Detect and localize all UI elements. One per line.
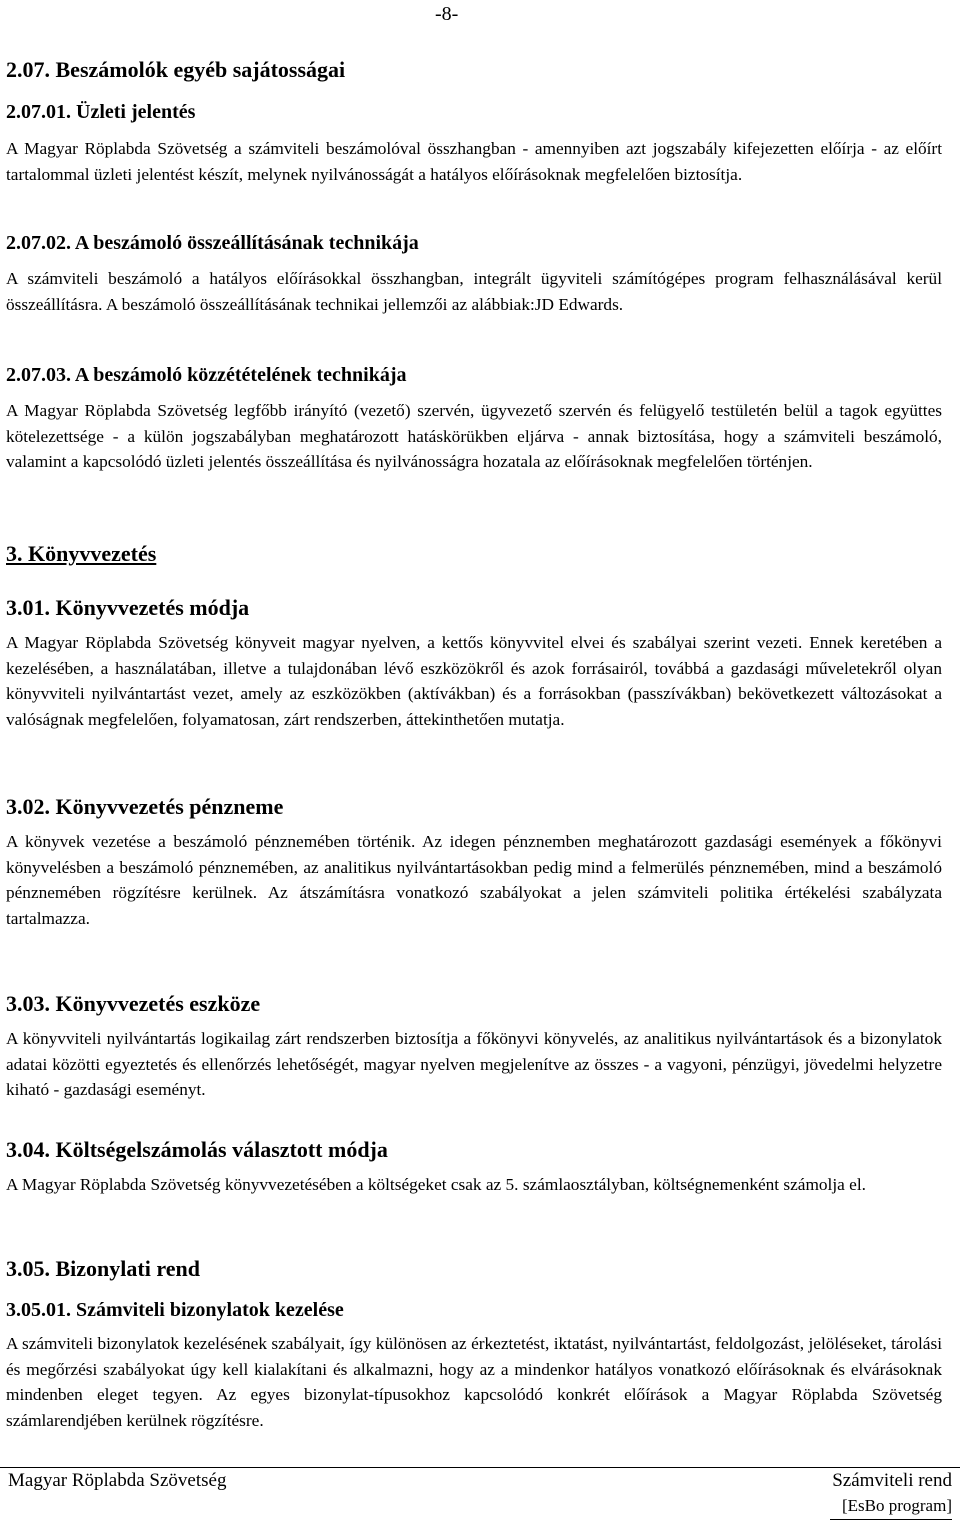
section-heading: 2.07.02. A beszámoló összeállításának technikája — [6, 232, 419, 254]
heading-2-07 — [6, 56, 942, 84]
section-3-05-01 — [6, 1297, 942, 1433]
footer-document-title: Számviteli rend — [832, 1470, 952, 1491]
section-heading: 3.05.01. Számviteli bizonylatok kezelése — [6, 1299, 344, 1321]
section-paragraph: A könyvviteli nyilvántartás logikailag zárt rendszerben biztosítja a főkönyvi könyvelés, az analitikus nyilvántartások és a bizonylatok adatai közötti egyeztetés és ellenőrzés lehetőségét, magyar nyelven megjelenítve az összes - a vagyoni, pénzügyi, jövedelmi helyzetre kiható - gazdasági eseményt. — [6, 1029, 942, 1099]
section-3-03 — [6, 990, 942, 1103]
section-3-02 — [6, 793, 942, 931]
footer-divider — [0, 1467, 960, 1468]
section-paragraph: A Magyar Röplabda Szövetség legfőbb irányító (vezető) szervén, ügyvezető szervén és felügyelő testületén belül a tagok együttes kötelezettsége - a külön jogszabályban meghatározott hatáskörükben eljárva - annak biztosítása, hogy a számviteli beszámoló, valamint a kapcsolódó üzleti jelentés összeállítása és nyilvánosságra hozatala az előírásoknak megfelelően történjen. — [6, 401, 942, 471]
footer-program: [EsBo program] — [841, 1496, 952, 1515]
section-heading: 2.07.01. Üzleti jelentés — [6, 101, 196, 123]
heading-3 — [6, 540, 942, 568]
section-2-07-03 — [6, 362, 942, 475]
section-paragraph: A számviteli bizonylatok kezelésének szabályait, így különösen az érkeztetést, iktatást, nyilvántartást, feldolgozást, jelöléseket, tárolási és megőrzési szabályokat úgy kell kialakítani és alkalmazni, hogy az a mindenkor hatályos vonatkozó előírásoknak és elvárásoknak mindenben eleget tegyen. Az egyes bizonylat-típusokhoz kapcsolódó konkrét előírások a Magyar Röplabda Szövetség számlarendjében kerülnek rögzítésre. — [6, 1334, 942, 1430]
section-heading: 3.04. Költségelszámolás választott módja — [6, 1137, 388, 1162]
section-paragraph: A Magyar Röplabda Szövetség a számviteli beszámolóval összhangban - amennyiben azt jogszabály kifejezetten előírja - az előírt tartalommal üzleti jelentést készít, melynek nyilvánosságát a hatályos előírásoknak megfelelően biztosítja. — [6, 139, 942, 184]
section-2-07-02 — [6, 230, 942, 317]
chapter-heading: 3. Könyvvezetés — [6, 541, 157, 566]
heading-3-05 — [6, 1255, 942, 1283]
section-heading: 2.07. Beszámolók egyéb sajátosságai — [6, 57, 346, 82]
page-number: -8- — [435, 3, 459, 25]
section-paragraph: A Magyar Röplabda Szövetség könyvvezetésében a költségeket csak az 5. számlaosztályban, költségnemenként számolja el. — [6, 1175, 866, 1194]
section-heading: 3.05. Bizonylati rend — [6, 1256, 200, 1281]
section-heading: 3.01. Könyvvezetés módja — [6, 595, 250, 620]
section-3-04 — [6, 1136, 942, 1198]
section-3-01 — [6, 594, 942, 732]
section-paragraph: A számviteli beszámoló a hatályos előírásokkal összhangban, integrált ügyviteli számítógépes program felhasználásával kerül összeállításra. A beszámoló összeállításának technikai jellemzői az alábbiak:JD Edwards. — [6, 269, 942, 314]
footer-organization: Magyar Röplabda Szövetség — [8, 1470, 227, 1491]
section-heading: 3.03. Könyvvezetés eszköze — [6, 991, 261, 1016]
section-2-07-01 — [6, 99, 942, 187]
section-heading: 3.02. Könyvvezetés pénzneme — [6, 794, 284, 819]
section-paragraph: A könyvek vezetése a beszámoló pénznemében történik. Az idegen pénznemben meghatározott gazdasági események a főkönyvi könyvelésben a beszámoló pénznemében, az analitikus nyilvántartásokban pedig mind a felmerülés pénznemében, mind a beszámoló pénznemében rögzítésre kerülnek. Az átszámításra vonatkozó szabályokat a jelen számviteli politika értékelési szabályzata tartalmazza. — [6, 832, 942, 928]
section-paragraph: A Magyar Röplabda Szövetség könyveit magyar nyelven, a kettős könyvvitel elvei és szabályai szerint vezeti. Ennek keretében a kezelésében, a használatában, illetve a tulajdonában lévő eszközökről és azok forrásairól, továbbá a gazdasági műveletekről olyan könyvviteli nyilvántartást vezet, amely az eszközökben (aktívákban) és a forrásokban (passzívákban) bekövetkezett változásokat a valóságnak megfelelően, folyamatosan, zárt rendszerben, áttekinthetően mutatja. — [6, 633, 942, 729]
section-heading: 2.07.03. A beszámoló közzétételének technikája — [6, 364, 407, 386]
